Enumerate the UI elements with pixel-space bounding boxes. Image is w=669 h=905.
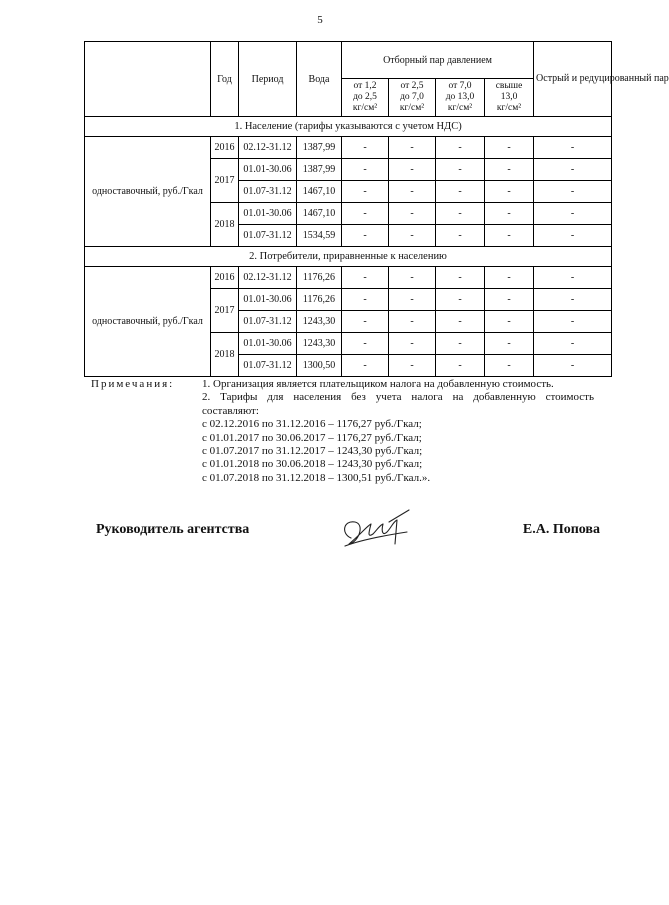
water-cell: 1387,99	[297, 137, 342, 159]
dash-cell: -	[436, 289, 485, 311]
period-cell: 01.07-31.12	[239, 311, 297, 333]
dash-cell: -	[436, 355, 485, 377]
dash-cell: -	[485, 181, 534, 203]
header-steam-line: до 13,0	[445, 92, 475, 102]
dash-cell: -	[485, 355, 534, 377]
year-cell: 2016	[211, 267, 239, 289]
water-cell: 1243,30	[297, 311, 342, 333]
year-cell: 2018	[211, 203, 239, 247]
dash-cell: -	[534, 355, 612, 377]
dash-cell: -	[389, 267, 436, 289]
header-kind	[85, 42, 211, 117]
dash-cell: -	[342, 333, 389, 355]
dash-cell: -	[534, 137, 612, 159]
header-period: Период	[239, 42, 297, 117]
header-steam-4	[485, 79, 534, 117]
dash-cell: -	[342, 267, 389, 289]
tariff-kind: одноставочный, руб./Гкал	[85, 267, 211, 377]
header-steam-1	[342, 79, 389, 117]
dash-cell: -	[436, 333, 485, 355]
period-cell: 01.07-31.12	[239, 355, 297, 377]
section-title: 2. Потребители, приравненные к населению	[85, 247, 612, 267]
dash-cell: -	[534, 225, 612, 247]
notes-body	[202, 378, 594, 485]
dash-cell: -	[389, 333, 436, 355]
dash-cell: -	[436, 203, 485, 225]
year-cell: 2017	[211, 289, 239, 333]
note-line: с 01.07.2018 по 31.12.2018 – 1300,51 руб./Гкал.».	[202, 471, 431, 484]
dash-cell: -	[534, 203, 612, 225]
dash-cell: -	[342, 289, 389, 311]
dash-cell: -	[485, 137, 534, 159]
signatory-name: Е.А. Попова	[522, 522, 600, 537]
dash-cell: -	[342, 311, 389, 333]
water-cell: 1387,99	[297, 159, 342, 181]
header-steam-line: кг/см²	[496, 103, 522, 113]
note-line: с 02.12.2016 по 31.12.2016 – 1176,27 руб./Гкал;	[202, 418, 422, 431]
header-steam-line: от 2,5	[400, 81, 424, 91]
dash-cell: -	[534, 333, 612, 355]
dash-cell: -	[436, 137, 485, 159]
period-cell: 02.12-31.12	[239, 137, 297, 159]
section-title: 1. Население (тарифы указываются с учетом НДС)	[85, 117, 612, 137]
dash-cell: -	[342, 137, 389, 159]
year-cell: 2018	[211, 333, 239, 377]
dash-cell: -	[534, 181, 612, 203]
dash-cell: -	[485, 333, 534, 355]
signature-block	[96, 522, 600, 562]
dash-cell: -	[389, 137, 436, 159]
period-cell: 01.07-31.12	[239, 225, 297, 247]
dash-cell: -	[485, 159, 534, 181]
header-steam-line: до 7,0	[400, 92, 424, 102]
dash-cell: -	[389, 203, 436, 225]
signatory-title: Руководитель агентства	[96, 522, 250, 537]
water-cell: 1176,26	[297, 289, 342, 311]
water-cell: 1467,10	[297, 203, 342, 225]
dash-cell: -	[485, 225, 534, 247]
notes-label: Примечания:	[91, 378, 175, 390]
water-cell: 1300,50	[297, 355, 342, 377]
note-line: с 01.07.2017 по 31.12.2017 – 1243,30 руб./Гкал;	[202, 445, 423, 458]
dash-cell: -	[485, 311, 534, 333]
period-cell: 01.07-31.12	[239, 181, 297, 203]
period-cell: 01.01-30.06	[239, 333, 297, 355]
year-cell: 2016	[211, 137, 239, 159]
dash-cell: -	[389, 289, 436, 311]
dash-cell: -	[389, 159, 436, 181]
header-steam-line: от 7,0	[448, 81, 472, 91]
dash-cell: -	[485, 267, 534, 289]
water-cell: 1467,10	[297, 181, 342, 203]
dash-cell: -	[389, 355, 436, 377]
dash-cell: -	[436, 159, 485, 181]
header-steam-2	[389, 79, 436, 117]
period-cell: 02.12-31.12	[239, 267, 297, 289]
header-steam-3	[436, 79, 485, 117]
table-row	[85, 267, 612, 289]
dash-cell: -	[342, 355, 389, 377]
dash-cell: -	[389, 225, 436, 247]
dash-cell: -	[485, 203, 534, 225]
header-steam-group: Отборный пар давлением	[342, 42, 534, 79]
year-cell: 2017	[211, 159, 239, 203]
dash-cell: -	[389, 181, 436, 203]
dash-cell: -	[342, 181, 389, 203]
header-steam-line: кг/см²	[352, 103, 378, 113]
header-water: Вода	[297, 42, 342, 117]
note-item-2-cont: составляют:	[202, 404, 259, 417]
header-year: Год	[211, 42, 239, 117]
dash-cell: -	[534, 311, 612, 333]
header-steam-line: кг/см²	[399, 103, 425, 113]
period-cell: 01.01-30.06	[239, 289, 297, 311]
header-steam-line: кг/см²	[447, 103, 473, 113]
handwritten-signature-icon	[337, 504, 417, 552]
header-steam-line: свыше	[495, 81, 523, 91]
note-line: с 01.01.2017 по 30.06.2017 – 1176,27 руб./Гкал;	[202, 431, 422, 444]
dash-cell: -	[534, 267, 612, 289]
dash-cell: -	[534, 159, 612, 181]
dash-cell: -	[436, 181, 485, 203]
dash-cell: -	[436, 267, 485, 289]
note-item-1: 1. Организация является плательщиком налога на добавленную стоимость.	[202, 378, 554, 390]
water-cell: 1243,30	[297, 333, 342, 355]
header-steam-line: 13,0	[500, 92, 518, 102]
water-cell: 1534,59	[297, 225, 342, 247]
table-row	[85, 137, 612, 159]
period-cell: 01.01-30.06	[239, 203, 297, 225]
period-cell: 01.01-30.06	[239, 159, 297, 181]
page-number: 5	[317, 14, 323, 26]
header-steam-line: до 2,5	[353, 92, 377, 102]
header-acute-steam: Острый и редуцированный пар	[534, 42, 612, 117]
dash-cell: -	[389, 311, 436, 333]
dash-cell: -	[436, 225, 485, 247]
water-cell: 1176,26	[297, 267, 342, 289]
tariff-kind: одноставочный, руб./Гкал	[85, 137, 211, 247]
dash-cell: -	[485, 289, 534, 311]
note-line: с 01.01.2018 по 30.06.2018 – 1243,30 руб./Гкал;	[202, 458, 423, 471]
dash-cell: -	[342, 203, 389, 225]
tariff-table	[84, 41, 669, 377]
dash-cell: -	[342, 225, 389, 247]
dash-cell: -	[436, 311, 485, 333]
note-item-2: 2. Тарифы для населения без учета налога на добавленную стоимость	[202, 391, 594, 404]
dash-cell: -	[534, 289, 612, 311]
dash-cell: -	[342, 159, 389, 181]
header-steam-line: от 1,2	[353, 81, 377, 91]
